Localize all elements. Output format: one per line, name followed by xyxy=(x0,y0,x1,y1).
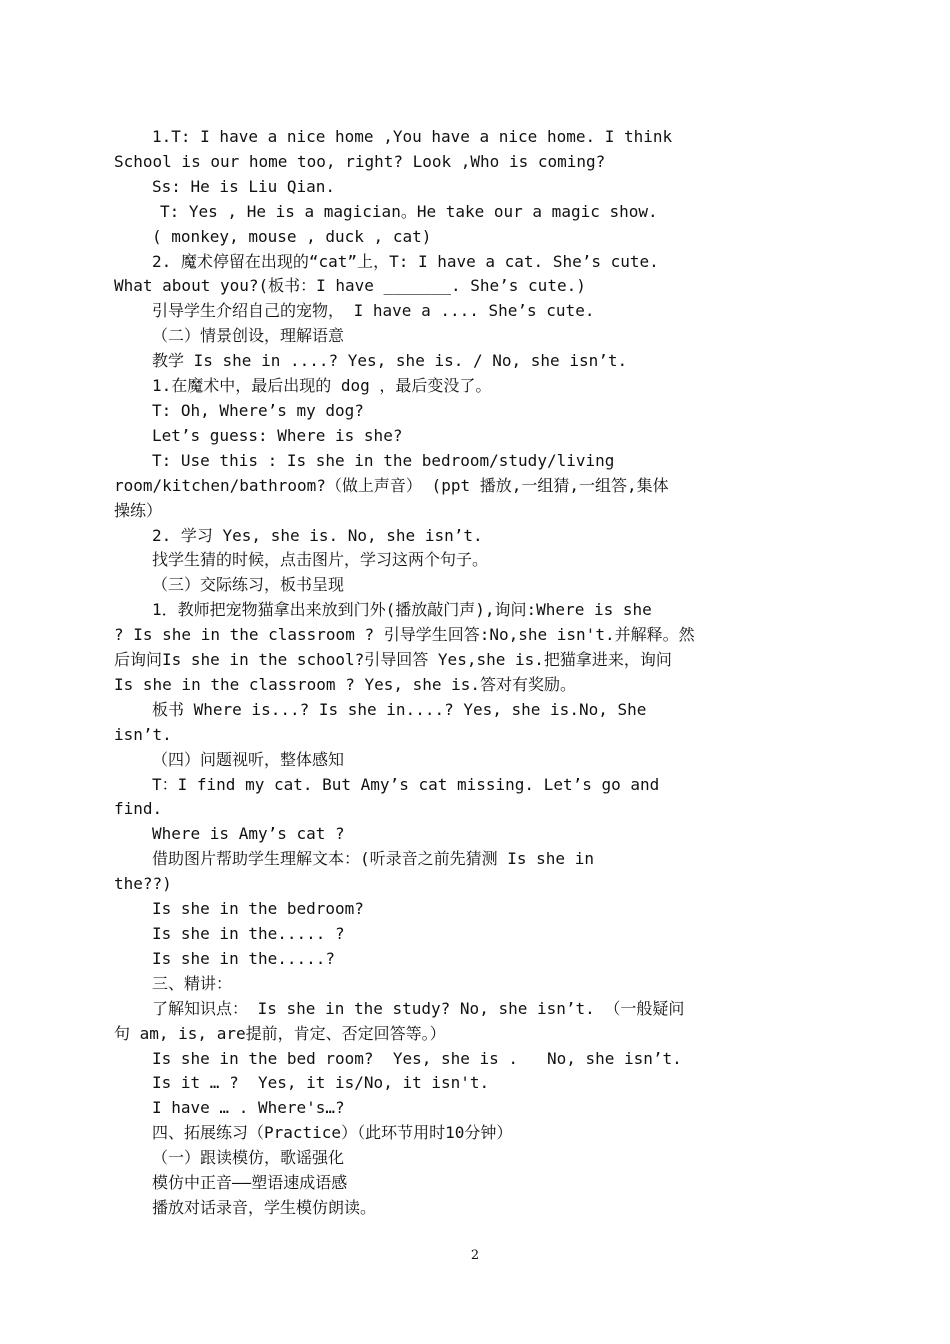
text-line: room/kitchen/bathroom?（做上声音） (ppt 播放,一组猜,一组答,集体 xyxy=(114,475,669,495)
text-line: 找学生猜的时候，点击图片，学习这两个句子。 xyxy=(152,550,489,570)
text-line: 教学 Is she in ....? Yes, she is. / No, she isn’t. xyxy=(152,351,628,371)
text-line: 2. 学习 Yes, she is. No, she isn’t. xyxy=(152,525,483,545)
text-line: I have … . Where's…? xyxy=(152,1098,345,1118)
text-line: School is our home too, right? Look ,Who is coming? xyxy=(114,151,606,171)
text-line: 操练） xyxy=(114,500,163,520)
section-heading: （四）问题视听，整体感知 xyxy=(152,749,345,769)
text-line: 引导学生介绍自己的宠物， I have a .... She’s cute. xyxy=(152,301,595,321)
section-heading: 三、精讲： xyxy=(152,973,233,993)
text-line: the??) xyxy=(114,874,172,894)
section-heading: 四、拓展练习（Practice）（此环节用时10分钟） xyxy=(152,1123,513,1143)
text-line: 1.T: I have a nice home ,You have a nice home. I think xyxy=(152,127,673,146)
text-line: find. xyxy=(114,799,163,819)
text-line: 模仿中正音——塑语速成语感 xyxy=(152,1173,348,1193)
text-line: 2. 魔术停留在出现的“cat”上，T: I have a cat. She’s cute. xyxy=(152,251,659,271)
text-line: Is she in the classroom ? Yes, she is.答对有奖励。 xyxy=(114,674,577,694)
text-line: Is she in the..... ? xyxy=(152,924,345,943)
text-line: T: Yes , He is a magician。He take our a magic show. xyxy=(160,201,658,221)
text-line: 1．教师把宠物猫拿出来放到门外(播放敲门声),询问:Where is she xyxy=(152,600,652,620)
text-line: Is she in the bed room? Yes, she is . No, she isn’t. xyxy=(152,1048,682,1068)
section-heading: （三）交际练习，板书呈现 xyxy=(152,575,345,595)
text-line: 板书 Where is...? Is she in....? Yes, she is.No, She xyxy=(152,699,647,719)
text-line: Where is Amy’s cat ? xyxy=(152,824,345,844)
text-line: Ss: He is Liu Qian. xyxy=(152,176,336,196)
text-line: Is she in the.....? xyxy=(152,948,336,968)
text-line: 句 am, is, are提前，肯定、否定回答等。） xyxy=(114,1023,446,1043)
text-line: Let’s guess: Where is she? xyxy=(152,425,403,445)
text-line: Is it … ? Yes, it is/No, it isn't. xyxy=(152,1073,490,1093)
section-heading: （一）跟读模仿，歌谣强化 xyxy=(152,1148,345,1168)
text-line: T: Oh, Where’s my dog? xyxy=(152,400,364,420)
text-line: isn’t. xyxy=(114,724,172,744)
text-line: Is she in the bedroom? xyxy=(152,899,364,919)
text-line: 后询问Is she in the school?引导回答 Yes,she is.把猫拿进来，询问 xyxy=(114,650,672,670)
text-line: ( monkey, mouse , duck , cat) xyxy=(152,226,432,246)
document-body xyxy=(114,125,729,1221)
page-number: 2 xyxy=(470,1248,480,1263)
text-line: ? Is she in the classroom ? 引导学生回答:No,she isn't.并解释。然 xyxy=(114,625,695,645)
text-line: 了解知识点： Is she in the study? No, she isn’t. （一般疑问 xyxy=(152,998,685,1018)
text-line: 1.在魔术中，最后出现的 dog ，最后变没了。 xyxy=(152,376,492,396)
text-line: 播放对话录音，学生模仿朗读。 xyxy=(152,1197,377,1217)
text-line: 借助图片帮助学生理解文本：(听录音之前先猜测 Is she in xyxy=(152,849,594,869)
text-line: What about you?(板书：I have _______. She’s cute.) xyxy=(114,276,586,296)
text-line: T: Use this : Is she in the bedroom/study/living xyxy=(152,450,615,470)
text-line: T：I find my cat. But Amy’s cat missing. Let’s go and xyxy=(152,774,660,794)
section-heading: （二）情景创设，理解语意 xyxy=(152,326,345,346)
